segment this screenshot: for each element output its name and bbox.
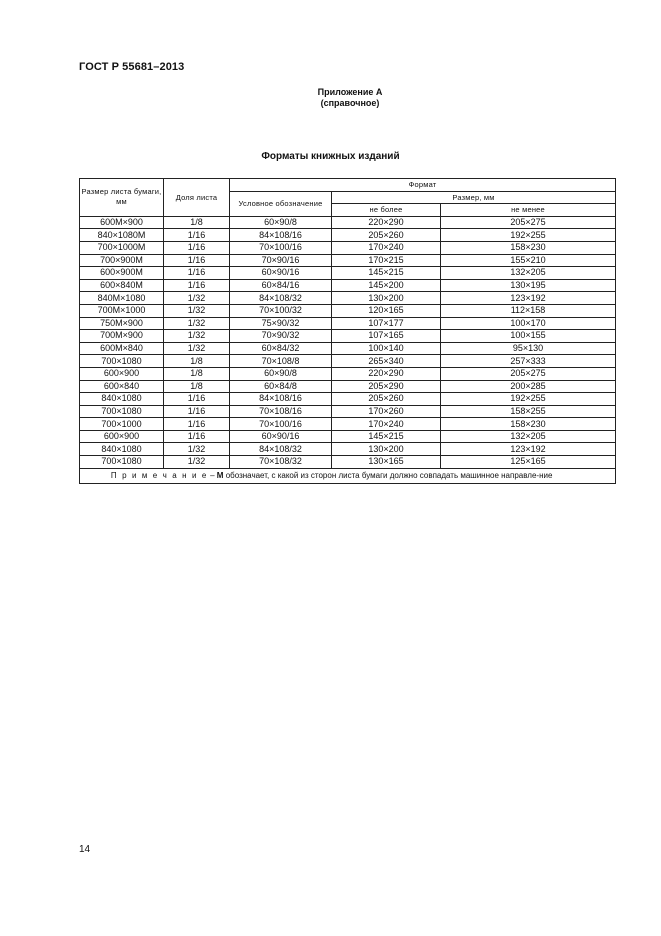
table-row xyxy=(80,267,616,280)
cell-size-min: 158×230 xyxy=(441,241,616,254)
cell-size-max: 130×200 xyxy=(332,443,441,456)
cell-sheet-size: 840M×1080 xyxy=(80,292,164,305)
cell-sheet-fraction: 1/32 xyxy=(164,443,230,456)
cell-sheet-fraction: 1/32 xyxy=(164,342,230,355)
cell-designation: 84×108/16 xyxy=(230,393,332,406)
table-row xyxy=(80,241,616,254)
cell-size-max: 145×215 xyxy=(332,430,441,443)
cell-size-min: 158×255 xyxy=(441,405,616,418)
cell-size-min: 123×192 xyxy=(441,292,616,305)
header-not-more: не более xyxy=(332,204,441,217)
cell-size-max: 130×165 xyxy=(332,456,441,469)
cell-sheet-size: 600×900M xyxy=(80,267,164,280)
note-text: обозначает, с какой из сторон листа бумаги должно совпадать машинное направле-ние xyxy=(223,470,553,480)
cell-size-max: 120×165 xyxy=(332,304,441,317)
cell-size-min: 200×285 xyxy=(441,380,616,393)
formats-table xyxy=(79,178,616,484)
cell-designation: 60×84/16 xyxy=(230,279,332,292)
cell-designation: 70×108/16 xyxy=(230,405,332,418)
table-row xyxy=(80,342,616,355)
table-row xyxy=(80,216,616,229)
cell-designation: 60×90/16 xyxy=(230,267,332,280)
cell-size-min: 112×158 xyxy=(441,304,616,317)
cell-sheet-fraction: 1/16 xyxy=(164,405,230,418)
cell-size-max: 220×290 xyxy=(332,367,441,380)
cell-sheet-fraction: 1/16 xyxy=(164,279,230,292)
cell-sheet-size: 700M×1000 xyxy=(80,304,164,317)
cell-size-max: 265×340 xyxy=(332,355,441,368)
cell-designation: 60×90/16 xyxy=(230,430,332,443)
cell-size-min: 130×195 xyxy=(441,279,616,292)
cell-sheet-fraction: 1/16 xyxy=(164,418,230,431)
cell-sheet-size: 600×900 xyxy=(80,367,164,380)
table-row xyxy=(80,405,616,418)
cell-sheet-fraction: 1/8 xyxy=(164,355,230,368)
table-row xyxy=(80,380,616,393)
cell-size-max: 205×260 xyxy=(332,393,441,406)
cell-sheet-size: 700×900M xyxy=(80,254,164,267)
cell-sheet-fraction: 1/32 xyxy=(164,330,230,343)
table-row xyxy=(80,229,616,242)
header-designation: Условное обозначение xyxy=(230,191,332,216)
cell-sheet-size: 700×1000M xyxy=(80,241,164,254)
header-not-less: не менее xyxy=(441,204,616,217)
cell-size-max: 130×200 xyxy=(332,292,441,305)
cell-size-min: 192×255 xyxy=(441,393,616,406)
table-row xyxy=(80,430,616,443)
cell-size-min: 123×192 xyxy=(441,443,616,456)
appendix-title: Приложение А xyxy=(317,87,383,97)
cell-designation: 84×108/16 xyxy=(230,229,332,242)
cell-designation: 84×108/32 xyxy=(230,292,332,305)
cell-sheet-size: 840×1080 xyxy=(80,443,164,456)
header-size-mm: Размер, мм xyxy=(332,191,616,204)
cell-sheet-fraction: 1/16 xyxy=(164,393,230,406)
table-row xyxy=(80,355,616,368)
table-header xyxy=(80,179,616,217)
cell-sheet-fraction: 1/32 xyxy=(164,317,230,330)
cell-designation: 70×90/32 xyxy=(230,330,332,343)
cell-designation: 70×100/32 xyxy=(230,304,332,317)
header-sheet-size: Размер листа бумаги, мм xyxy=(80,179,164,217)
table-note xyxy=(80,468,616,484)
cell-size-max: 220×290 xyxy=(332,216,441,229)
cell-designation: 60×84/32 xyxy=(230,342,332,355)
cell-sheet-fraction: 1/16 xyxy=(164,229,230,242)
cell-designation: 84×108/32 xyxy=(230,443,332,456)
cell-size-min: 132×205 xyxy=(441,430,616,443)
cell-size-max: 107×177 xyxy=(332,317,441,330)
cell-designation: 60×90/8 xyxy=(230,216,332,229)
cell-size-min: 205×275 xyxy=(441,216,616,229)
cell-size-max: 100×140 xyxy=(332,342,441,355)
page-number: 14 xyxy=(79,844,91,855)
cell-sheet-size: 840×1080 xyxy=(80,393,164,406)
table-row xyxy=(80,254,616,267)
cell-size-max: 205×290 xyxy=(332,380,441,393)
table-row xyxy=(80,393,616,406)
cell-sheet-size: 600×840M xyxy=(80,279,164,292)
cell-sheet-size: 600×900 xyxy=(80,430,164,443)
cell-sheet-fraction: 1/16 xyxy=(164,430,230,443)
cell-sheet-size: 600M×840 xyxy=(80,342,164,355)
cell-sheet-fraction: 1/16 xyxy=(164,267,230,280)
cell-designation: 70×108/8 xyxy=(230,355,332,368)
cell-sheet-size: 700×1080 xyxy=(80,405,164,418)
cell-sheet-fraction: 1/8 xyxy=(164,216,230,229)
cell-designation: 70×100/16 xyxy=(230,418,332,431)
table-row xyxy=(80,418,616,431)
header-format: Формат xyxy=(230,179,616,192)
cell-size-min: 158×230 xyxy=(441,418,616,431)
document-header: ГОСТ Р 55681–2013 xyxy=(79,61,185,73)
table-row xyxy=(80,443,616,456)
cell-designation: 70×100/16 xyxy=(230,241,332,254)
table-row xyxy=(80,330,616,343)
cell-size-max: 170×260 xyxy=(332,405,441,418)
cell-sheet-size: 600×840 xyxy=(80,380,164,393)
note-dash: – xyxy=(207,470,217,480)
table-body xyxy=(80,216,616,468)
note-row xyxy=(80,468,616,484)
cell-size-max: 170×240 xyxy=(332,241,441,254)
table-row xyxy=(80,304,616,317)
cell-sheet-fraction: 1/32 xyxy=(164,456,230,469)
cell-size-max: 205×260 xyxy=(332,229,441,242)
note-label: П р и м е ч а н и е xyxy=(110,470,208,480)
cell-size-min: 100×155 xyxy=(441,330,616,343)
cell-size-max: 145×200 xyxy=(332,279,441,292)
cell-size-min: 132×205 xyxy=(441,267,616,280)
cell-size-min: 257×333 xyxy=(441,355,616,368)
cell-size-min: 192×255 xyxy=(441,229,616,242)
cell-designation: 60×90/8 xyxy=(230,367,332,380)
cell-designation: 70×108/32 xyxy=(230,456,332,469)
cell-size-min: 205×275 xyxy=(441,367,616,380)
cell-size-max: 107×165 xyxy=(332,330,441,343)
table-title: Форматы книжных изданий xyxy=(261,151,400,162)
cell-size-min: 95×130 xyxy=(441,342,616,355)
cell-designation: 60×84/8 xyxy=(230,380,332,393)
cell-size-max: 170×215 xyxy=(332,254,441,267)
table-row xyxy=(80,292,616,305)
cell-sheet-size: 700×1080 xyxy=(80,355,164,368)
cell-designation: 75×90/32 xyxy=(230,317,332,330)
cell-size-min: 100×170 xyxy=(441,317,616,330)
table-row xyxy=(80,456,616,469)
cell-sheet-size: 840×1080M xyxy=(80,229,164,242)
appendix-heading xyxy=(300,87,400,109)
cell-size-min: 155×210 xyxy=(441,254,616,267)
header-sheet-fraction: Доля листа xyxy=(164,179,230,217)
cell-designation: 70×90/16 xyxy=(230,254,332,267)
table-row xyxy=(80,279,616,292)
table-row xyxy=(80,317,616,330)
cell-sheet-size: 750M×900 xyxy=(80,317,164,330)
cell-sheet-fraction: 1/32 xyxy=(164,292,230,305)
cell-size-max: 170×240 xyxy=(332,418,441,431)
cell-sheet-size: 700×1080 xyxy=(80,456,164,469)
cell-size-max: 145×215 xyxy=(332,267,441,280)
cell-sheet-fraction: 1/8 xyxy=(164,380,230,393)
cell-size-min: 125×165 xyxy=(441,456,616,469)
cell-sheet-fraction: 1/16 xyxy=(164,254,230,267)
cell-sheet-fraction: 1/32 xyxy=(164,304,230,317)
cell-sheet-size: 600M×900 xyxy=(80,216,164,229)
table-row xyxy=(80,367,616,380)
cell-sheet-size: 700M×900 xyxy=(80,330,164,343)
cell-sheet-fraction: 1/16 xyxy=(164,241,230,254)
cell-sheet-size: 700×1000 xyxy=(80,418,164,431)
cell-sheet-fraction: 1/8 xyxy=(164,367,230,380)
note-symbol: М xyxy=(216,470,224,480)
appendix-type: (справочное) xyxy=(320,98,380,108)
